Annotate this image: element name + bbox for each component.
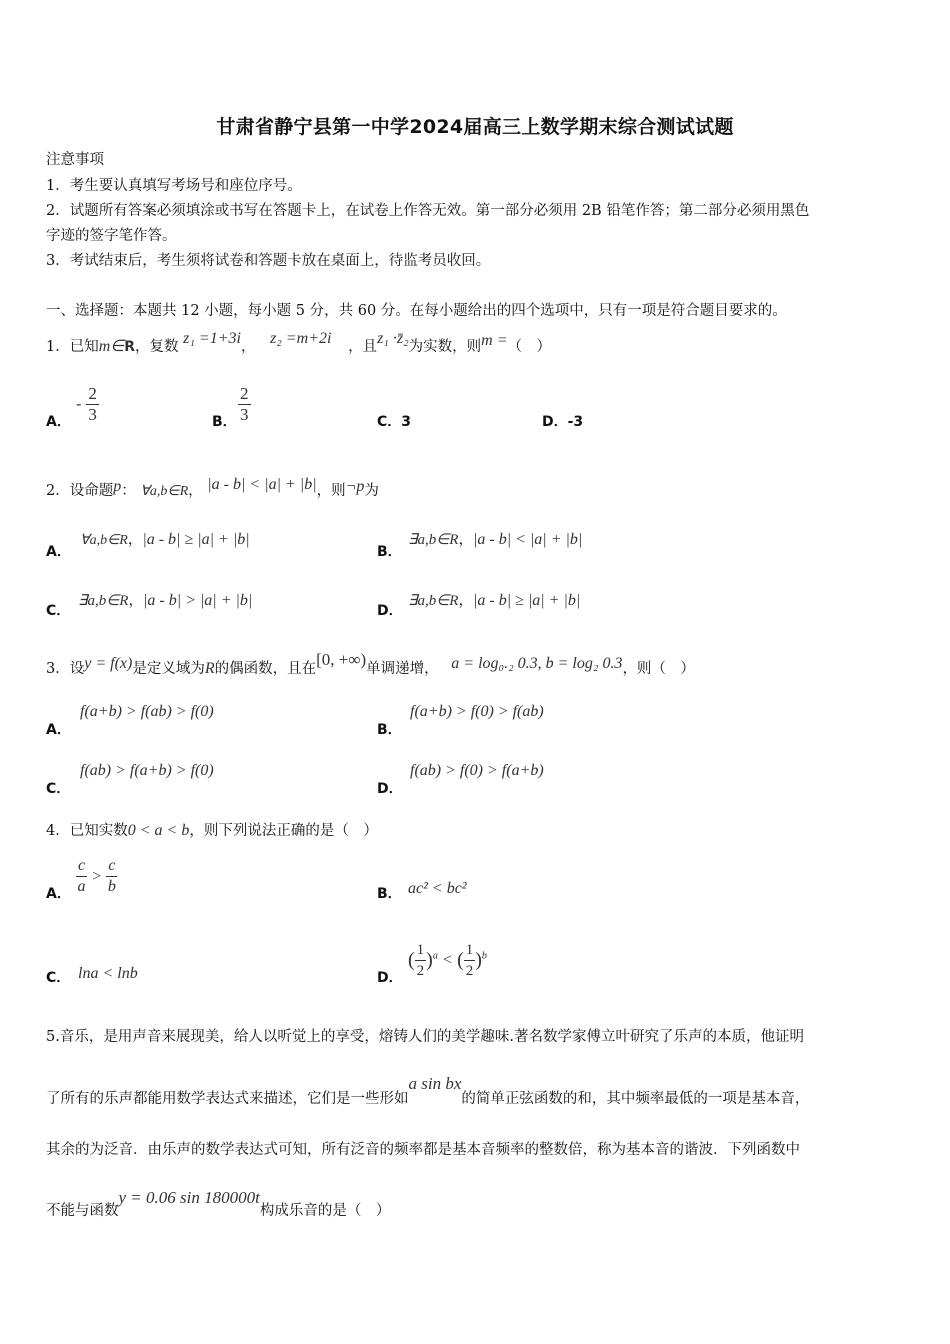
- section-heading: 一、选择题：本题共 12 小题，每小题 5 分，共 60 分。在每小题给出的四个选项中，只有一项是符合题目要求的。: [46, 303, 787, 319]
- q3-option-b-label: B．: [377, 722, 402, 738]
- q5-line-2: 了所有的乐声都能用数学表达式来描述，它们是一些形如a sin bx的简单正弦函数的和，其中频率最低的一项是基本音，: [46, 1074, 810, 1107]
- q3-option-c: f(ab) > f(a+b) > f(0): [80, 762, 214, 779]
- q4-option-a-label: A．: [46, 886, 71, 902]
- q4-option-a: $\frac{c}{a}$ > $\frac{c}{b}$: [77, 857, 116, 895]
- q4-option-b: ac² < bc²: [408, 880, 467, 897]
- q4-option-d: ( $\frac{1}{2}$ )$^a$ < ( $\frac{1}{2}$ )$^b$: [408, 942, 487, 979]
- q4-option-c: lna < lnb: [78, 965, 138, 982]
- q1-stem: 1．已知m∈R，复数 z₁ =1+3i， z₂ =m+2i ，且z₁ ·z̄₂为实数，则m =（ ）: [46, 330, 551, 355]
- q3-option-d-label: D．: [377, 781, 403, 797]
- q1-option-b: $\frac{2}{3}$: [240, 384, 249, 424]
- q1-option-a-label: A．: [46, 414, 71, 430]
- q2-option-a-label: A．: [46, 544, 71, 560]
- notice-item-3: 3．考试结束后，考生须将试卷和答题卡放在桌面上，待监考员收回。: [46, 253, 491, 269]
- notice-item-1: 1．考生要认真填写考场号和座位序号。: [46, 178, 302, 194]
- q2-option-d-label: D．: [377, 603, 403, 619]
- q1-option-c: C．3: [377, 414, 412, 430]
- q2-stem: 2．设命题p： ∀a,b∈R， |a - b| < |a| + |b|，则¬p为: [46, 476, 379, 499]
- q4-option-d-label: D．: [377, 970, 403, 986]
- q2-option-d: ∃a,b∈R，|a - b| ≥ |a| + |b|: [408, 592, 581, 609]
- q2-option-b: ∃a,b∈R，|a - b| < |a| + |b|: [408, 531, 583, 548]
- q3-option-c-label: C．: [46, 781, 71, 797]
- q4-option-c-label: C．: [46, 970, 71, 986]
- notice-heading: 注意事项: [46, 152, 104, 168]
- q1-option-d: D．-3: [542, 414, 584, 430]
- q3-option-a-label: A．: [46, 722, 71, 738]
- notice-item-2: 2．试题所有答案必须填涂或书写在答题卡上，在试卷上作答无效。第一部分必须用 2B 铅笔作答；第二部分必须用黑色: [46, 203, 810, 219]
- q3-option-b: f(a+b) > f(0) > f(ab): [410, 703, 544, 720]
- q5-line-4: 不能与函数y = 0.06 sin 180000t构成乐音的是（ ）: [46, 1188, 391, 1219]
- q2-option-c-label: C．: [46, 603, 71, 619]
- q2-option-a: ∀a,b∈R，|a - b| ≥ |a| + |b|: [80, 531, 250, 548]
- q2-option-c: ∃a,b∈R，|a - b| > |a| + |b|: [78, 592, 253, 609]
- q4-option-b-label: B．: [377, 886, 402, 902]
- q5-line-1: 5.音乐，是用声音来展现美，给人以听觉上的享受，熔铸人们的美学趣味.著名数学家傅立叶研究了乐声的本质，他证明: [46, 1029, 804, 1045]
- page-title: 甘肃省静宁县第一中学2024届高三上数学期末综合测试试题: [216, 116, 734, 138]
- q4-stem: 4．已知实数0 < a < b，则下列说法正确的是（ ）: [46, 822, 378, 839]
- q1-option-b-label: B．: [212, 414, 237, 430]
- q3-stem: 3．设y = f(x)是定义域为R的偶函数，且在[0, +∞)单调递增， a = log₀.₂ 0.3, b = log₂ 0.3，则（ ）: [46, 650, 695, 677]
- q3-option-a: f(a+b) > f(ab) > f(0): [80, 703, 214, 720]
- q5-line-3: 其余的为泛音．由乐声的数学表达式可知，所有泛音的频率都是基本音频率的整数倍，称为基本音的谐波．下列函数中: [46, 1142, 800, 1158]
- q1-option-a: - $\frac{2}{3}$: [76, 384, 97, 424]
- q2-option-b-label: B．: [377, 544, 402, 560]
- q3-option-d: f(ab) > f(0) > f(a+b): [410, 762, 544, 779]
- notice-item-2-cont: 字迹的签字笔作答。: [46, 228, 177, 244]
